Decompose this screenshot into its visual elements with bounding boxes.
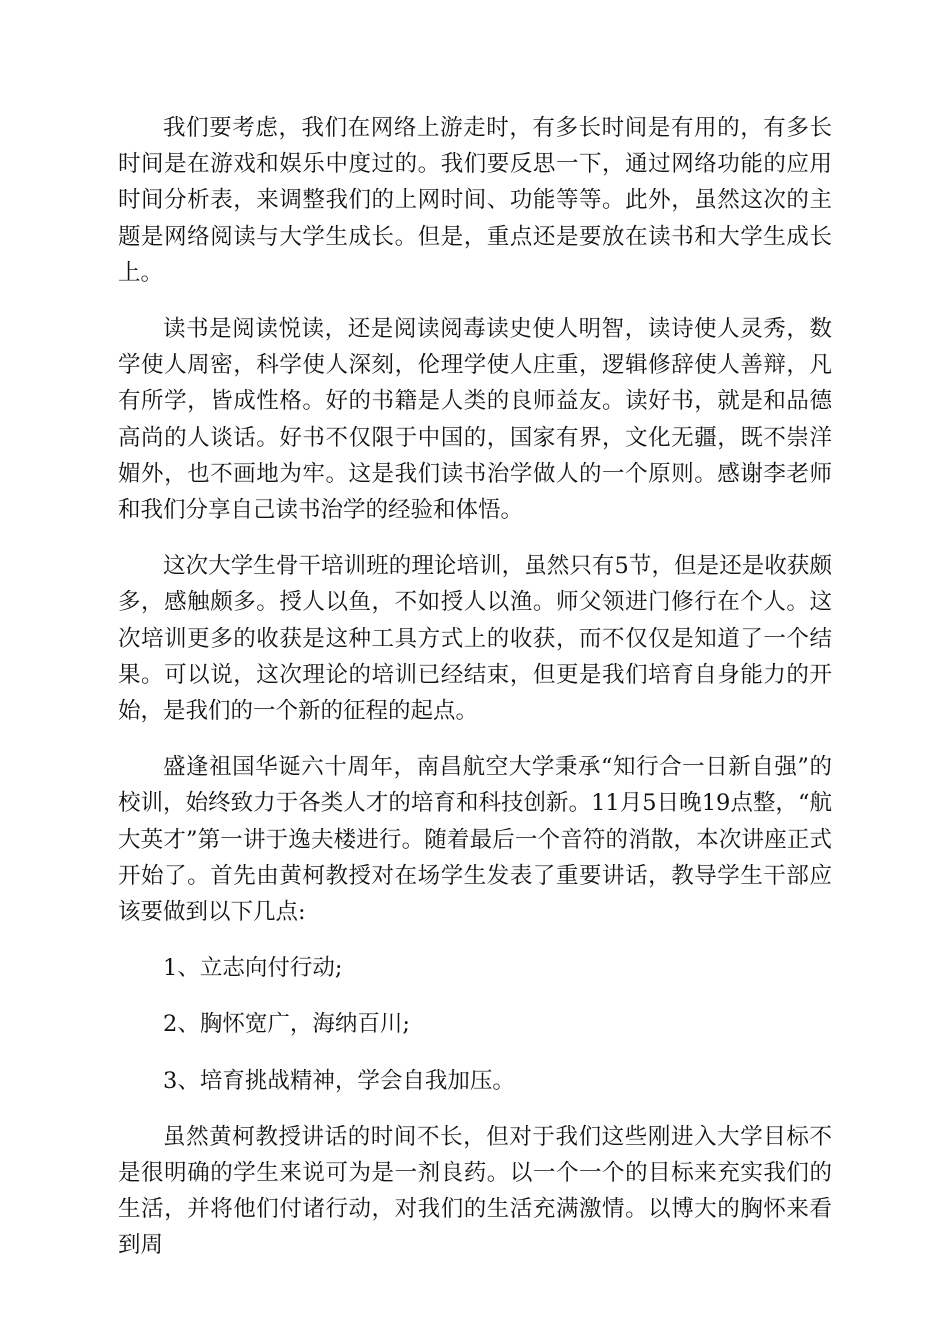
paragraph-reading-value: 读书是阅读悦读，还是阅读阅毒读史使人明智，读诗使人灵秀，数学使人周密，科学使人深刻，伦理学使人庄重，逻辑修辞使人善辩，凡有所学，皆成性格。好的书籍是人类的良师益友。读好书，就是和品德高尚的人谈话。好书不仅限于中国的，国家有界，文化无疆，既不崇洋媚外，也不画地为牢。这是我们读书治学做人的一个原则。感谢李老师和我们分享自己读书治学的经验和体悟。 bbox=[118, 316, 832, 524]
document-page bbox=[118, 110, 832, 1284]
paragraph-online-time-reflection: 我们要考虑，我们在网络上游走时，有多长时间是有用的，有多长时间是在游戏和娱乐中度过的。我们要反思一下，通过网络功能的应用时间分析表，来调整我们的上网时间、功能等等。此外，虽然这次的主题是网络阅读与大学生成长。但是，重点还是要放在读书和大学生成长上。 bbox=[118, 115, 832, 286]
list-item-3: 3、培育挑战精神，学会自我加压。 bbox=[163, 1067, 515, 1094]
paragraph-training-summary: 这次大学生骨干培训班的理论培训，虽然只有5节，但是还是收获颇多，感触颇多。授人以鱼，不如授人以渔。师父领进门修行在个人。这次培训更多的收获是这种工具方式上的收获，而不仅仅是知道了一个结果。可以说，这次理论的培训已经结束，但更是我们培育自身能力的开始，是我们的一个新的征程的起点。 bbox=[118, 553, 832, 725]
list-item-1: 1、立志向付行动; bbox=[163, 955, 343, 982]
list-item-2: 2、胸怀宽广，海纳百川; bbox=[163, 1011, 410, 1038]
paragraph-closing: 虽然黄柯教授讲话的时间不长，但对于我们这些刚进入大学目标不是很明确的学生来说可为是一剂良药。以一个一个的目标来充实我们的生活，并将他们付诸行动，对我们的生活充满激情。以博大的胸怀来看到周 bbox=[118, 1123, 832, 1259]
paragraph-lecture-intro: 盛逢祖国华诞六十周年，南昌航空大学秉承“知行合一日新自强”的校训，始终致力于各类人才的培育和科技创新。11月5日晚19点整，“航大英才”第一讲于逸夫楼进行。随着最后一个音符的消散，本次讲座正式开始了。首先由黄柯教授对在场学生发表了重要讲话，教导学生干部应该要做到以下几点: bbox=[118, 754, 832, 926]
